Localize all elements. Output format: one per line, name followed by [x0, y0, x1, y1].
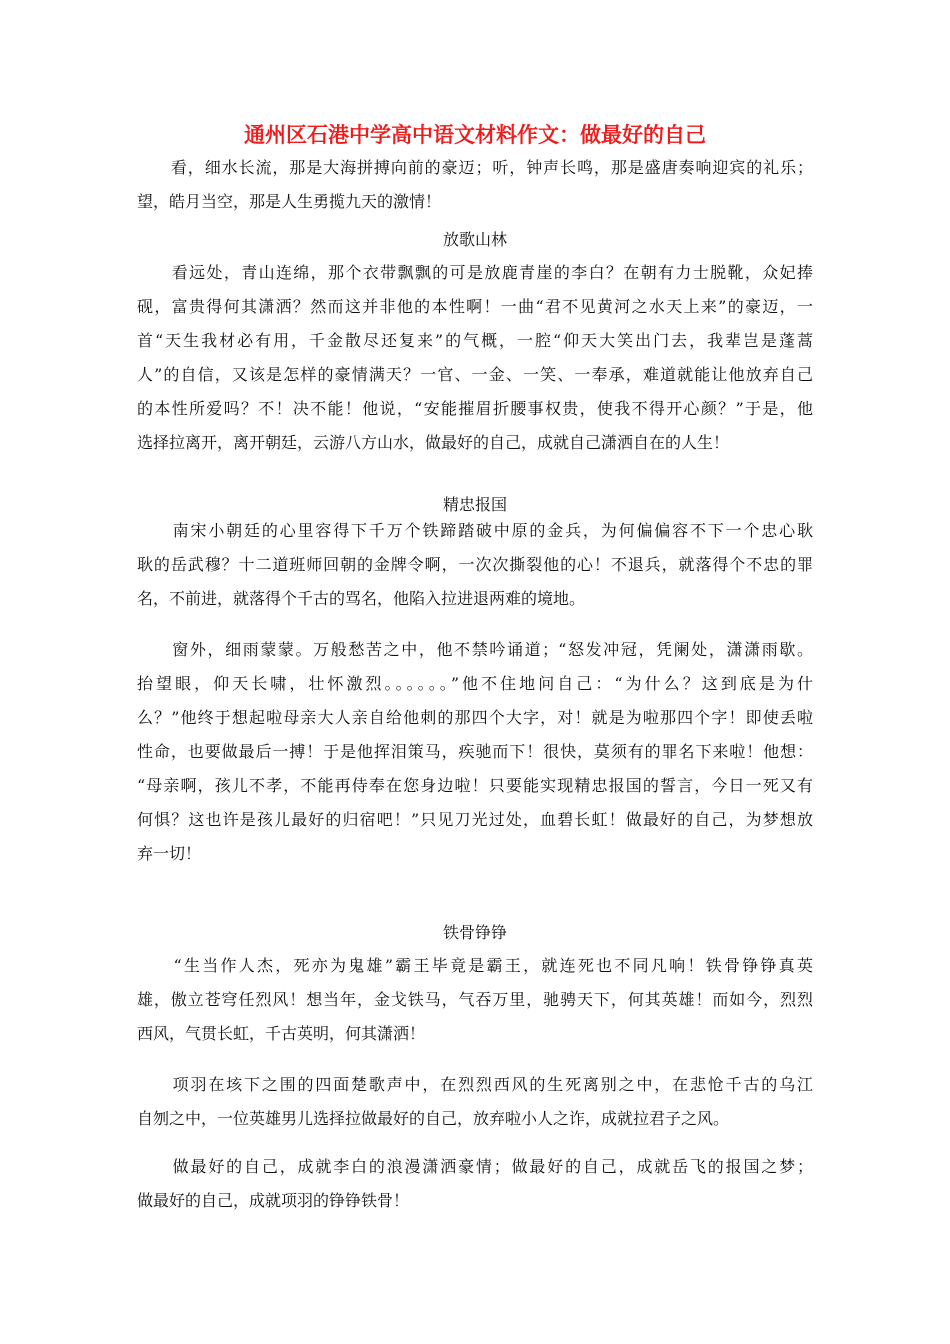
- text-line: 性命，也要做最后一搏！于是他挥泪策马，疾驰而下！很快，莫须有的罪名下来啦！他想：: [137, 742, 813, 761]
- text-line: 砚，富贵得何其潇洒？然而这并非他的本性啊！一曲“君不见黄河之水天上来”的豪迈，一: [137, 297, 813, 316]
- section3-paragraph-1: [137, 949, 813, 1051]
- text-line: 做最好的自己，成就项羽的铮铮铁骨！: [137, 1191, 410, 1210]
- document-title: 通州区石港中学高中语文材料作文：做最好的自己: [244, 123, 706, 147]
- section2-paragraph-2: [137, 633, 813, 871]
- text-line: 自刎之中，一位英雄男儿选择拉做最好的自己，放弃啦小人之诈，成就拉君子之风。: [137, 1109, 730, 1128]
- section-heading-3: 铁骨铮铮: [442, 923, 507, 942]
- text-line: 雄，傲立苍穹任烈风！想当年，金戈铁马，气吞万里，驰骋天下，何其英雄！而如今，烈烈: [137, 990, 813, 1009]
- text-line: 抬望眼，仰天长啸，壮怀激烈。。。。。。”他不住地问自己：“为什么？这到底是为什: [137, 674, 813, 693]
- text-line: 么？”他终于想起啦母亲大人亲自给他刺的那四个大字，对！就是为啦那四个字！即使丢啦: [137, 708, 813, 727]
- text-line: 做最好的自己，成就李白的浪漫潇洒豪情；做最好的自己，成就岳飞的报国之梦；: [137, 1157, 813, 1176]
- section-heading-2: 精忠报国: [442, 495, 507, 514]
- intro-paragraph: [137, 151, 813, 219]
- text-line: 何惧？这也许是孩儿最好的归宿吧！”只见刀光过处，血碧长虹！做最好的自己，为梦想放: [137, 810, 813, 829]
- section-heading-1: 放歌山林: [442, 230, 507, 249]
- text-line: 弃一切！: [137, 844, 202, 863]
- text-line: 望，皓月当空，那是人生勇揽九天的激情！: [137, 192, 442, 211]
- text-line: 窗外，细雨蒙蒙。万般愁苦之中，他不禁吟诵道；“怒发冲冠，凭阑处，潇潇雨歇。: [137, 640, 813, 659]
- text-line: 项羽在垓下之围的四面楚歌声中，在烈烈西风的生死离别之中，在悲怆千古的乌江: [137, 1075, 813, 1094]
- text-line: 南宋小朝廷的心里容得下千万个铁蹄踏破中原的金兵，为何偏偏容不下一个忠心耿: [137, 521, 813, 540]
- text-line: 选择拉离开，离开朝廷，云游八方山水，做最好的自己，成就自己潇洒自在的人生！: [137, 433, 730, 452]
- text-line: “母亲啊，孩儿不孝，不能再侍奉在您身边啦！只要能实现精忠报国的誓言，今日一死又有: [137, 776, 813, 795]
- text-line: 首“天生我材必有用，千金散尽还复来”的气概，一腔“仰天大笑出门去，我辈岂是蓬蒿: [137, 331, 813, 350]
- section1-paragraph: [137, 256, 813, 460]
- text-line: 看远处，青山连绵，那个衣带飘飘的可是放鹿青崖的李白？在朝有力士脱靴，众妃捧: [137, 263, 813, 282]
- text-line: 看，细水长流，那是大海拼搏向前的豪迈；听，钟声长鸣，那是盛唐奏响迎宾的礼乐；: [137, 158, 813, 177]
- text-line: 耿的岳武穆？十二道班师回朝的金牌令啊，一次次撕裂他的心！不退兵，就落得个不忠的罪: [137, 555, 813, 574]
- text-line: “生当作人杰，死亦为鬼雄”霸王毕竟是霸王，就连死也不同凡响！铁骨铮铮真英: [137, 956, 813, 975]
- text-line: 的本性所爱吗？不！决不能！他说，“安能摧眉折腰事权贵，使我不得开心颜？”于是，他: [137, 399, 813, 418]
- section3-paragraph-3: [137, 1150, 813, 1218]
- section2-paragraph-1: [137, 514, 813, 616]
- text-line: 人”的自信，又该是怎样的豪情满天？一官、一金、一笑、一奉承，难道就能让他放弃自己: [137, 365, 813, 384]
- text-line: 名，不前进，就落得个千古的骂名，他陷入拉进退两难的境地。: [137, 589, 586, 608]
- section3-paragraph-2: [137, 1068, 813, 1136]
- text-line: 西风，气贯长虹，千古英明，何其潇洒！: [137, 1024, 426, 1043]
